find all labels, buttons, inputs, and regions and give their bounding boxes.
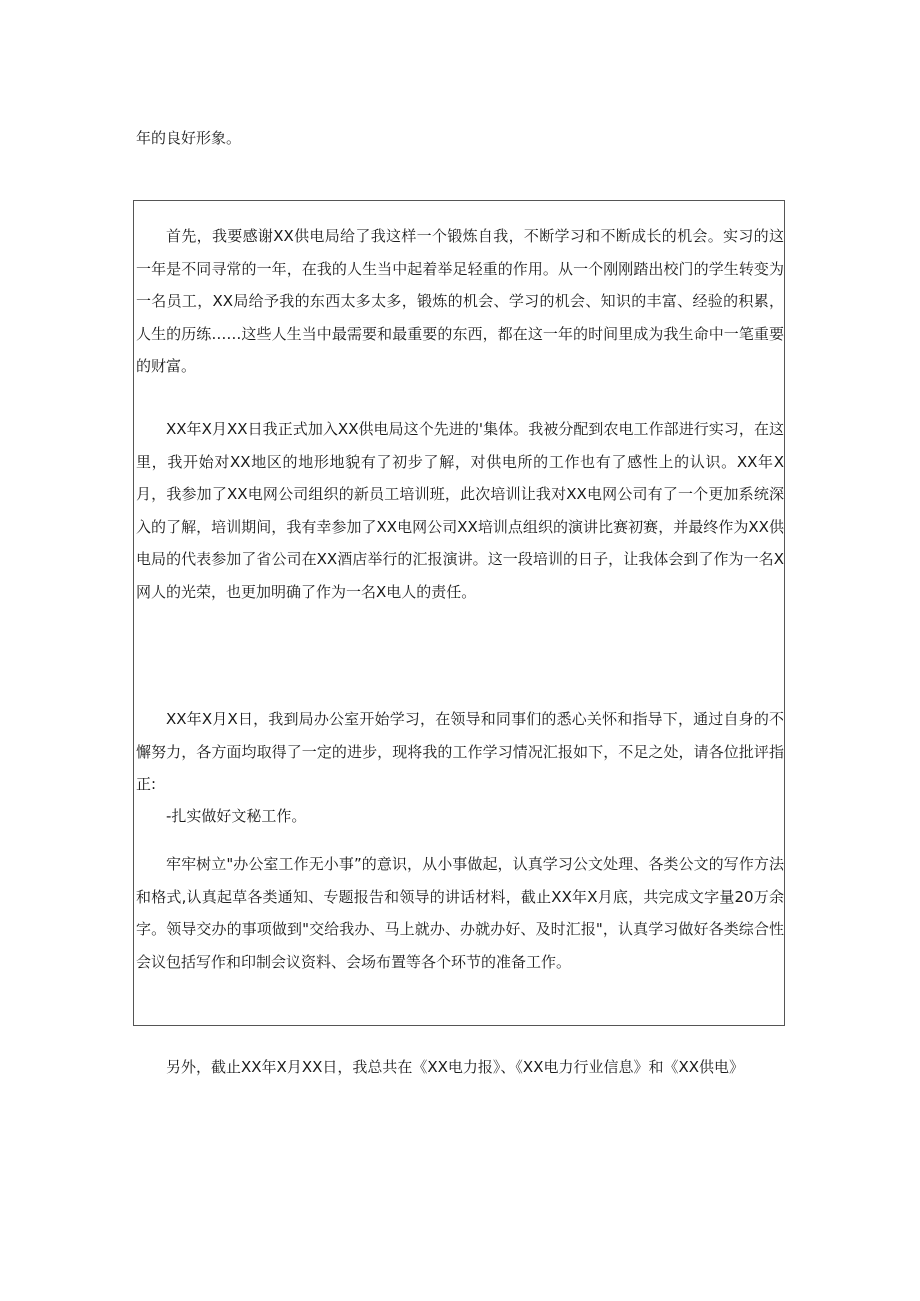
paragraph-office-work: 牢牢树立"办公室工作无小事”的意识，从小事做起，认真学习公文处理、各类公文的写作方法和格式,认真起草各类通知、专题报告和领导的讲话材料，截止XX年X月底，共完成文字量20万余字。领导交办的事项做到"交给我办、马上就办、办就办好、及时汇报"，认真学习做好各类综合性会议包括写作和印制会议资料、会场布置等各个环节的准备工作。 <box>136 855 784 971</box>
paragraph-joining: XX年X月XX日我正式加入XX供电局这个先进的'集体。我被分配到农电工作部进行实习，在这里，我开始对XX地区的地形地貌有了初步了解，对供电所的工作也有了感性上的认识。XX年X月，我参加了XX电网公司组织的新员工培训班，此次培训让我对XX电网公司有了一个更加系统深入的了解，培训期间，我有幸参加了XX电网公司XX培训点组织的演讲比赛初赛，并最终作为XX供电局的代表参加了省公司在XX酒店举行的汇报演讲。这一段培训的日子，让我体会到了作为一名X网人的光荣，也更加明确了作为一名X电人的责任。 <box>136 420 784 601</box>
paragraph-office-study: XX年X月X日，我到局办公室开始学习，在领导和同事们的悉心关怀和指导下，通过自身的不懈努力，各方面均取得了一定的进步，现将我的工作学习情况汇报如下，不足之处，请各位批评指正: <box>136 710 784 793</box>
bottom-fragment: 另外，截止XX年X月XX日，我总共在《XX电力报》、《XX电力行业信息》和《XX供电》 <box>166 1058 745 1076</box>
paragraph-secretarial-heading: -扎实做好文秘工作。 <box>166 807 307 825</box>
paragraph-thanks: 首先，我要感谢XX供电局给了我这样一个锻炼自我，不断学习和不断成长的机会。实习的这一年是不同寻常的一年，在我的人生当中起着举足轻重的作用。从一个刚刚踏出校门的学生转变为一名员工，XX局给予我的东西太多太多，锻炼的机会、学习的机会、知识的丰富、经验的积累，人生的历练……这些人生当中最需要和最重要的东西，都在这一年的时间里成为我生命中一笔重要的财富。 <box>136 227 784 375</box>
top-fragment: 年的良好形象。 <box>136 129 242 147</box>
